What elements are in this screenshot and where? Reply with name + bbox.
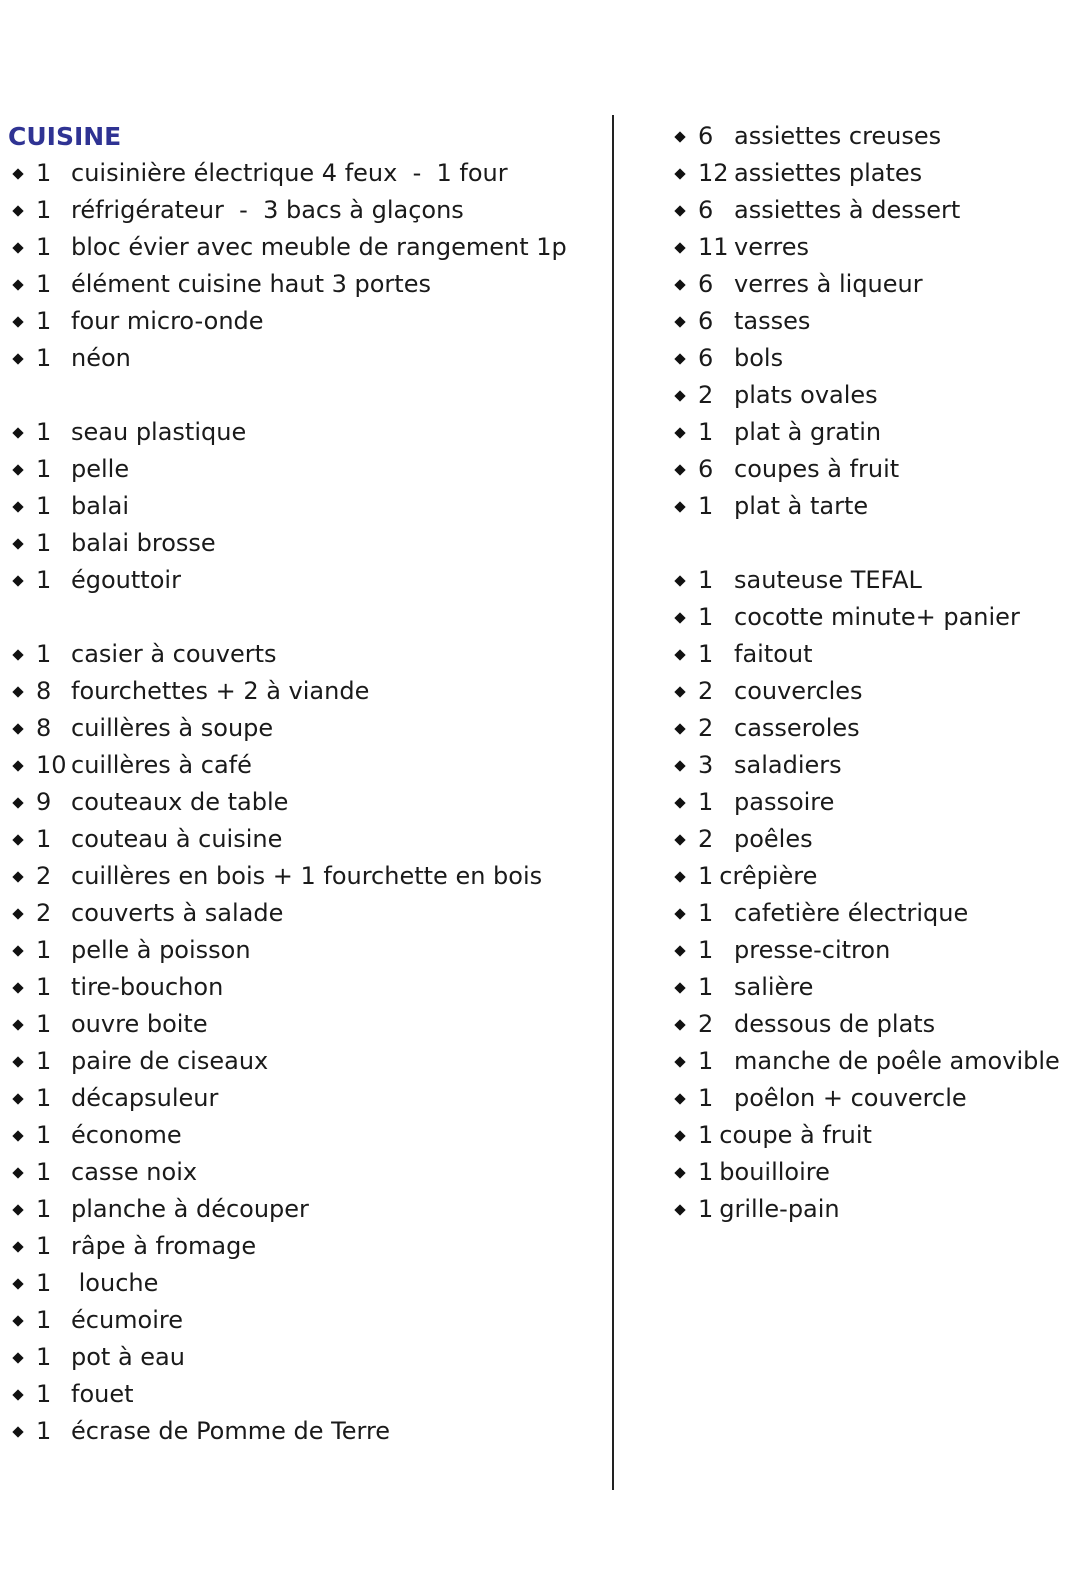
bullet-diamond-icon	[674, 1019, 685, 1030]
bullet-diamond-icon	[12, 279, 23, 290]
list-item	[8, 969, 598, 1006]
list-item	[8, 1154, 598, 1191]
bullet-diamond-icon	[12, 464, 23, 475]
bullet-diamond-icon	[674, 723, 685, 734]
bullet-diamond-icon	[12, 353, 23, 364]
bullet-diamond-icon	[674, 834, 685, 845]
list-item	[670, 192, 1075, 229]
item-label: pelle	[71, 455, 130, 483]
list-item	[670, 784, 1075, 821]
bullet-diamond-icon	[12, 575, 23, 586]
item-quantity: 1	[36, 1380, 52, 1408]
item-quantity: 1	[36, 455, 52, 483]
list-item	[670, 710, 1075, 747]
list-item	[8, 1376, 598, 1413]
list-item	[670, 969, 1075, 1006]
item-quantity: 2	[698, 381, 714, 409]
item-quantity: 8	[36, 714, 52, 742]
list-item	[670, 858, 1075, 895]
item-quantity: 6	[698, 196, 714, 224]
bullet-diamond-icon	[674, 501, 685, 512]
bullet-diamond-icon	[12, 1093, 23, 1104]
bullet-diamond-icon	[674, 168, 685, 179]
bullet-diamond-icon	[674, 353, 685, 364]
list-item	[8, 451, 598, 488]
item-quantity: 11	[698, 233, 729, 261]
list-item	[670, 636, 1075, 673]
item-quantity: 1	[36, 1269, 52, 1297]
list-item	[670, 1191, 1075, 1228]
item-quantity: 1	[698, 1047, 714, 1075]
list-item	[670, 1006, 1075, 1043]
bullet-diamond-icon	[12, 1315, 23, 1326]
list-item	[8, 340, 598, 377]
item-label: casier à couverts	[71, 640, 277, 668]
item-label: casseroles	[734, 714, 860, 742]
list-item	[670, 155, 1075, 192]
bullet-diamond-icon	[12, 1426, 23, 1437]
list-item	[670, 414, 1075, 451]
bullet-diamond-icon	[674, 1167, 685, 1178]
item-quantity: 1	[36, 1121, 52, 1149]
item-label: cafetière électrique	[734, 899, 969, 927]
item-label: assiettes à dessert	[734, 196, 961, 224]
item-quantity: 6	[698, 455, 714, 483]
list-item	[670, 1117, 1075, 1154]
item-quantity: 2	[698, 825, 714, 853]
list-item	[8, 710, 598, 747]
item-label: couteau à cuisine	[71, 825, 283, 853]
bullet-diamond-icon	[12, 1204, 23, 1215]
item-label: poêles	[734, 825, 813, 853]
item-quantity: 1	[698, 1158, 714, 1186]
item-label: seau plastique	[71, 418, 247, 446]
list-item	[670, 340, 1075, 377]
bullet-diamond-icon	[12, 1056, 23, 1067]
list-item	[8, 784, 598, 821]
item-label: réfrigérateur - 3 bacs à glaçons	[71, 196, 464, 224]
item-quantity: 1	[698, 1084, 714, 1112]
item-label: paire de ciseaux	[71, 1047, 269, 1075]
bullet-diamond-icon	[12, 1278, 23, 1289]
bullet-diamond-icon	[674, 131, 685, 142]
item-label: écumoire	[71, 1306, 184, 1334]
list-item	[8, 562, 598, 599]
list-item	[670, 1154, 1075, 1191]
item-label: bloc évier avec meuble de rangement 1p	[71, 233, 567, 261]
item-label: planche à découper	[71, 1195, 309, 1223]
list-item	[8, 858, 598, 895]
list-item	[8, 525, 598, 562]
bullet-diamond-icon	[12, 760, 23, 771]
item-quantity: 6	[698, 122, 714, 150]
item-quantity: 1	[698, 492, 714, 520]
item-quantity: 1	[698, 566, 714, 594]
bullet-diamond-icon	[12, 834, 23, 845]
item-quantity: 1	[36, 1084, 52, 1112]
bullet-diamond-icon	[12, 797, 23, 808]
item-label: coupes à fruit	[734, 455, 900, 483]
list-item	[8, 1302, 598, 1339]
bullet-diamond-icon	[674, 908, 685, 919]
list-spacer	[8, 377, 598, 414]
bullet-diamond-icon	[12, 649, 23, 660]
item-label: presse-citron	[734, 936, 891, 964]
list-item	[8, 895, 598, 932]
list-item	[8, 673, 598, 710]
bullet-diamond-icon	[674, 612, 685, 623]
list-item	[670, 895, 1075, 932]
list-item	[8, 1080, 598, 1117]
list-item	[8, 1006, 598, 1043]
item-label: couteaux de table	[71, 788, 289, 816]
bullet-diamond-icon	[674, 1093, 685, 1104]
list-item	[8, 266, 598, 303]
bullet-diamond-icon	[12, 316, 23, 327]
item-quantity: 1	[698, 1195, 714, 1223]
item-quantity: 1	[698, 603, 714, 631]
list-item	[670, 303, 1075, 340]
bullet-diamond-icon	[674, 649, 685, 660]
list-item	[8, 932, 598, 969]
list-item	[670, 1043, 1075, 1080]
bullet-diamond-icon	[12, 538, 23, 549]
item-quantity: 1	[36, 936, 52, 964]
item-quantity: 1	[36, 973, 52, 1001]
list-item	[670, 599, 1075, 636]
bullet-diamond-icon	[12, 427, 23, 438]
list-item	[8, 1228, 598, 1265]
list-item	[670, 229, 1075, 266]
item-label: élément cuisine haut 3 portes	[71, 270, 431, 298]
item-label: plats ovales	[734, 381, 878, 409]
item-label: plat à tarte	[734, 492, 869, 520]
item-quantity: 1	[698, 899, 714, 927]
bullet-diamond-icon	[12, 205, 23, 216]
item-quantity: 1	[36, 640, 52, 668]
item-quantity: 1	[698, 1121, 714, 1149]
item-quantity: 9	[36, 788, 52, 816]
item-quantity: 6	[698, 307, 714, 335]
item-quantity: 8	[36, 677, 52, 705]
item-label: verres	[734, 233, 810, 261]
item-label: cocotte minute+ panier	[734, 603, 1020, 631]
item-label: balai	[71, 492, 129, 520]
item-quantity: 1	[698, 418, 714, 446]
list-item	[8, 1339, 598, 1376]
item-label: passoire	[734, 788, 835, 816]
list-item	[670, 451, 1075, 488]
right-column	[670, 118, 1075, 1228]
list-item	[670, 118, 1075, 155]
item-quantity: 1	[36, 344, 52, 372]
item-label: tire-bouchon	[71, 973, 224, 1001]
bullet-diamond-icon	[674, 427, 685, 438]
item-label: fourchettes + 2 à viande	[71, 677, 370, 705]
item-label: faitout	[734, 640, 813, 668]
bullet-diamond-icon	[12, 871, 23, 882]
item-label: ouvre boite	[71, 1010, 208, 1038]
item-quantity: 1	[36, 1343, 52, 1371]
list-item	[8, 821, 598, 858]
item-quantity: 1	[36, 159, 52, 187]
list-item	[8, 488, 598, 525]
bullet-diamond-icon	[674, 982, 685, 993]
bullet-diamond-icon	[674, 390, 685, 401]
item-label: cuillères à café	[71, 751, 252, 779]
item-quantity: 1	[36, 1306, 52, 1334]
item-label: salière	[734, 973, 814, 1001]
bullet-diamond-icon	[674, 686, 685, 697]
item-label: assiettes creuses	[734, 122, 942, 150]
bullet-diamond-icon	[674, 797, 685, 808]
item-quantity: 1	[36, 1047, 52, 1075]
item-quantity: 1	[698, 640, 714, 668]
item-label: coupe à fruit	[719, 1121, 872, 1149]
item-quantity: 1	[698, 936, 714, 964]
list-item	[670, 821, 1075, 858]
list-spacer	[670, 525, 1075, 562]
item-quantity: 2	[36, 899, 52, 927]
item-quantity: 1	[36, 529, 52, 557]
item-label: économe	[71, 1121, 182, 1149]
item-label: décapsuleur	[71, 1084, 219, 1112]
item-quantity: 1	[36, 1232, 52, 1260]
item-label: manche de poêle amovible	[734, 1047, 1060, 1075]
item-label: tasses	[734, 307, 811, 335]
bullet-diamond-icon	[12, 945, 23, 956]
list-item	[8, 1117, 598, 1154]
item-quantity: 1	[36, 307, 52, 335]
item-label: fouet	[71, 1380, 134, 1408]
item-label: bols	[734, 344, 784, 372]
item-label: bouilloire	[719, 1158, 830, 1186]
item-quantity: 1	[36, 1158, 52, 1186]
bullet-diamond-icon	[12, 1352, 23, 1363]
item-quantity: 1	[36, 1195, 52, 1223]
item-quantity: 6	[698, 344, 714, 372]
item-label: four micro-onde	[71, 307, 264, 335]
list-item	[8, 192, 598, 229]
item-label: cuisinière électrique 4 feux - 1 four	[71, 159, 508, 187]
bullet-diamond-icon	[12, 908, 23, 919]
item-label: pelle à poisson	[71, 936, 251, 964]
list-item	[670, 932, 1075, 969]
item-quantity: 1	[698, 862, 714, 890]
item-label: sauteuse TEFAL	[734, 566, 922, 594]
item-quantity: 2	[698, 677, 714, 705]
item-quantity: 6	[698, 270, 714, 298]
item-quantity: 1	[36, 196, 52, 224]
list-item	[670, 747, 1075, 784]
item-label: écrase de Pomme de Terre	[71, 1417, 391, 1445]
item-quantity: 1	[36, 1010, 52, 1038]
item-quantity: 3	[698, 751, 714, 779]
bullet-diamond-icon	[12, 723, 23, 734]
list-item	[8, 229, 598, 266]
bullet-diamond-icon	[674, 205, 685, 216]
bullet-diamond-icon	[12, 982, 23, 993]
bullet-diamond-icon	[674, 871, 685, 882]
item-label: louche	[71, 1269, 159, 1297]
item-label: couvercles	[734, 677, 863, 705]
list-item	[8, 1413, 598, 1450]
bullet-diamond-icon	[674, 464, 685, 475]
item-label: grille-pain	[719, 1195, 840, 1223]
bullet-diamond-icon	[674, 760, 685, 771]
bullet-diamond-icon	[674, 242, 685, 253]
list-item	[8, 303, 598, 340]
item-quantity: 1	[36, 1417, 52, 1445]
item-label: râpe à fromage	[71, 1232, 257, 1260]
bullet-diamond-icon	[12, 168, 23, 179]
bullet-diamond-icon	[12, 1389, 23, 1400]
list-item	[670, 673, 1075, 710]
item-label: poêlon + couvercle	[734, 1084, 967, 1112]
item-label: casse noix	[71, 1158, 198, 1186]
bullet-diamond-icon	[12, 501, 23, 512]
item-label: dessous de plats	[734, 1010, 936, 1038]
list-spacer	[8, 599, 598, 636]
item-quantity: 2	[698, 1010, 714, 1038]
bullet-diamond-icon	[674, 279, 685, 290]
list-item	[670, 488, 1075, 525]
item-label: cuillères en bois + 1 fourchette en bois	[71, 862, 543, 890]
bullet-diamond-icon	[12, 686, 23, 697]
section-title: CUISINE	[8, 122, 122, 151]
bullet-diamond-icon	[674, 1130, 685, 1141]
list-item	[8, 747, 598, 784]
list-item	[8, 155, 598, 192]
column-divider	[612, 115, 614, 1490]
bullet-diamond-icon	[674, 945, 685, 956]
item-label: cuillères à soupe	[71, 714, 274, 742]
item-label: pot à eau	[71, 1343, 185, 1371]
item-quantity: 12	[698, 159, 729, 187]
item-quantity: 2	[36, 862, 52, 890]
item-label: assiettes plates	[734, 159, 923, 187]
list-item	[670, 266, 1075, 303]
bullet-diamond-icon	[12, 1167, 23, 1178]
list-item	[8, 1191, 598, 1228]
item-quantity: 2	[698, 714, 714, 742]
item-label: saladiers	[734, 751, 842, 779]
item-quantity: 1	[698, 973, 714, 1001]
list-item	[670, 1080, 1075, 1117]
item-label: couverts à salade	[71, 899, 284, 927]
item-label: plat à gratin	[734, 418, 882, 446]
item-quantity: 1	[36, 825, 52, 853]
item-label: crêpière	[719, 862, 818, 890]
item-quantity: 1	[36, 233, 52, 261]
item-quantity: 1	[36, 270, 52, 298]
item-quantity: 10	[36, 751, 67, 779]
bullet-diamond-icon	[12, 242, 23, 253]
list-item	[8, 1265, 598, 1302]
bullet-diamond-icon	[674, 316, 685, 327]
item-quantity: 1	[698, 788, 714, 816]
bullet-diamond-icon	[12, 1130, 23, 1141]
item-label: verres à liqueur	[734, 270, 923, 298]
list-item	[8, 636, 598, 673]
bullet-diamond-icon	[674, 1056, 685, 1067]
bullet-diamond-icon	[674, 1204, 685, 1215]
bullet-diamond-icon	[674, 575, 685, 586]
bullet-diamond-icon	[12, 1019, 23, 1030]
item-label: balai brosse	[71, 529, 216, 557]
item-quantity: 1	[36, 418, 52, 446]
bullet-diamond-icon	[12, 1241, 23, 1252]
item-label: égouttoir	[71, 566, 181, 594]
list-item	[670, 377, 1075, 414]
list-item	[670, 562, 1075, 599]
list-item	[8, 1043, 598, 1080]
list-item	[8, 414, 598, 451]
item-label: néon	[71, 344, 131, 372]
item-quantity: 1	[36, 566, 52, 594]
left-column	[8, 118, 598, 1450]
item-quantity: 1	[36, 492, 52, 520]
